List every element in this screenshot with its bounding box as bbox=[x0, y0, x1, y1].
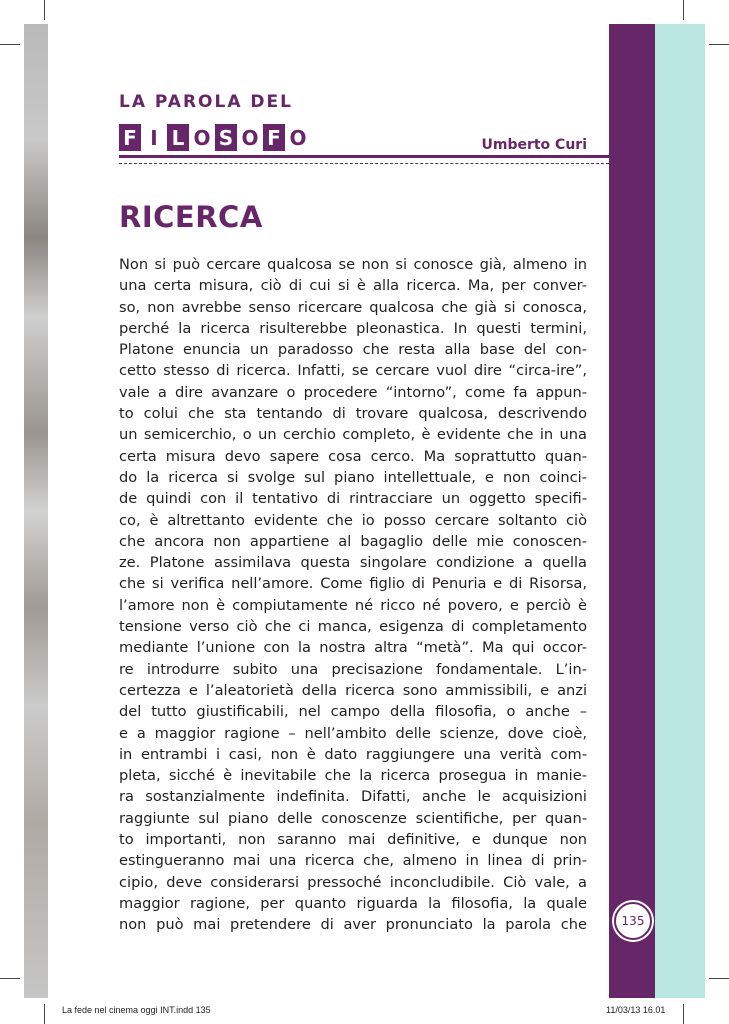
body-line: cetto stesso di ricerca. Infatti, se cercare vuol dire “circa-ire”, bbox=[119, 362, 587, 380]
section-kicker: LA PAROLA DEL bbox=[119, 92, 293, 112]
title-letter: F bbox=[119, 124, 141, 151]
body-line: mediante l’unione con la nostra altra “metà”. Ma qui occor- bbox=[119, 639, 587, 657]
title-letter: O bbox=[241, 125, 259, 150]
page-number: 135 bbox=[614, 902, 652, 940]
body-line: maggior ragione, per quanto riguarda la filosofia, la quale bbox=[119, 894, 587, 912]
print-slug-timestamp: 11/03/13 16.01 bbox=[606, 1005, 666, 1015]
title-letter: I bbox=[150, 125, 158, 150]
body-line: to colui che sta tentando di trovare qualcosa, descrivendo bbox=[119, 405, 587, 423]
body-line: do la ricerca si svolge sul piano intellettuale, e non coinci- bbox=[119, 468, 587, 486]
body-line: che ancora non appartiene al bagaglio delle mie conoscen- bbox=[119, 532, 587, 550]
crop-mark bbox=[683, 0, 684, 20]
body-line: cipio, deve considerarsi pressoché inconcludibile. Ciò vale, a bbox=[119, 873, 587, 891]
article-headline: RICERCA bbox=[119, 200, 263, 234]
body-line: una certa misura, ciò di cui si è alla ricerca. Ma, per conver- bbox=[119, 277, 587, 295]
body-line: estingueranno mai una ricerca che, almeno in linea di prin- bbox=[119, 852, 587, 870]
body-line: to importanti, non saranno mai definitive, e dunque non bbox=[119, 831, 587, 849]
cyan-side-band bbox=[655, 24, 705, 998]
title-letter: L bbox=[167, 124, 189, 151]
crop-mark bbox=[709, 44, 729, 45]
photo-edge-strip bbox=[24, 24, 48, 998]
body-line: non può mai pretendere di aver pronunciato la parola che bbox=[119, 916, 587, 934]
body-line: raggiunte sul piano delle conoscenze scientifiche, per quan- bbox=[119, 809, 587, 827]
crop-mark bbox=[683, 1004, 684, 1024]
article-body bbox=[119, 254, 587, 936]
body-line: so, non avrebbe senso ricercare qualcosa che già si conosca, bbox=[119, 298, 587, 316]
crop-mark bbox=[709, 978, 729, 979]
body-line: un semicerchio, o un cerchio completo, è evidente che in una bbox=[119, 426, 587, 444]
body-line: ra sostanzialmente indefinita. Difatti, anche le acquisizioni bbox=[119, 788, 587, 806]
section-title bbox=[119, 124, 309, 151]
body-line: co, è altrettanto evidente che io posso cercare soltanto ciò bbox=[119, 511, 587, 529]
body-line: ze. Platone assimilava questa singolare condizione a quella bbox=[119, 554, 587, 572]
title-letter: O bbox=[289, 125, 307, 150]
body-line: re introdurre subito una precisazione fondamentale. L’in- bbox=[119, 660, 587, 678]
title-letter: F bbox=[263, 124, 285, 151]
print-slug-file: La fede nel cinema oggi INT.indd 135 bbox=[62, 1005, 211, 1015]
body-line: l’amore non è compiutamente né ricco né povero, e perciò è bbox=[119, 596, 587, 614]
body-line: tensione verso ciò che ci manca, esigenza di completamento bbox=[119, 618, 587, 636]
body-line: vale a dire avanzare o procedere “intorno”, come fa appun- bbox=[119, 383, 587, 401]
body-line: del tutto giustificabili, nel campo della filosofia, o anche – bbox=[119, 703, 587, 721]
purple-side-band bbox=[609, 24, 655, 998]
body-line: certa misura devo sapere cosa cerco. Ma soprattutto quan- bbox=[119, 447, 587, 465]
body-line: perché la ricerca risulterebbe pleonastica. In questi termini, bbox=[119, 319, 587, 337]
crop-mark bbox=[44, 0, 45, 20]
body-line: de quindi con il tentativo di rintracciare un oggetto specifi- bbox=[119, 490, 587, 508]
crop-mark bbox=[0, 978, 20, 979]
author-name: Umberto Curi bbox=[481, 137, 587, 153]
title-letter: S bbox=[215, 124, 237, 151]
body-line: in entrambi i casi, non è dato raggiungere una verità com- bbox=[119, 745, 587, 763]
title-letter: O bbox=[193, 125, 211, 150]
body-line: Non si può cercare qualcosa se non si conosce già, almeno in bbox=[119, 256, 587, 273]
crop-mark bbox=[0, 44, 20, 45]
header-dashed-rule bbox=[119, 163, 609, 164]
body-line: che si verifica nell’amore. Come figlio di Penuria e di Risorsa, bbox=[119, 575, 587, 593]
body-line: e a maggior ragione – nell’ambito delle scienze, dove cioè, bbox=[119, 724, 587, 742]
body-line: certezza e l’aleatorietà della ricerca sono ammissibili, e anzi bbox=[119, 681, 587, 699]
body-line: Platone enuncia un paradosso che resta alla base del con- bbox=[119, 341, 587, 359]
header-rule bbox=[119, 155, 609, 158]
crop-mark bbox=[44, 1004, 45, 1024]
body-line: pleta, sicché è inevitabile che la ricerca prosegua in manie- bbox=[119, 767, 587, 785]
